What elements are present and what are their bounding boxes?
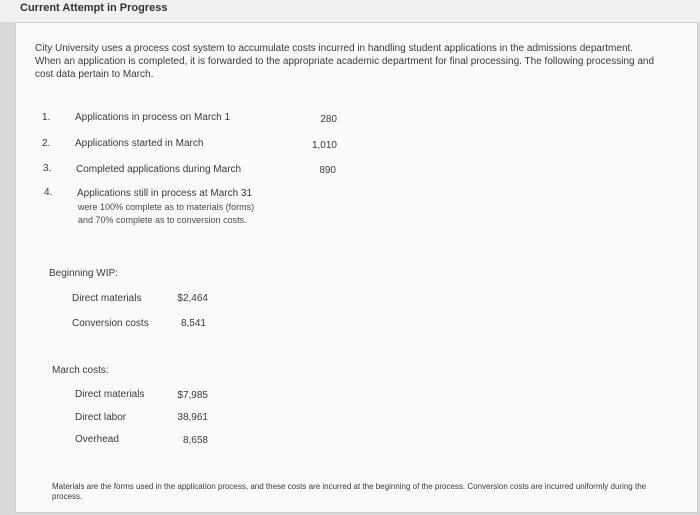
item-label: Applications started in March (75, 138, 204, 149)
cost-value: 38,961 (177, 412, 208, 423)
item-value: 1,010 (311, 140, 337, 151)
item-label: Applications in process on March 1 (75, 112, 231, 123)
header-bar (0, 0, 700, 22)
item-value: 280 (320, 114, 337, 125)
cost-label: Direct materials (75, 389, 145, 400)
cost-value: 8,541 (180, 318, 206, 329)
cost-label: Direct labor (75, 412, 127, 423)
page-title: Current Attempt in Progress (20, 2, 168, 14)
problem-intro: City University uses a process cost system to accumulate costs incurred in handling student applications in the admissions department. When an application is completed, it is forwarded to the appropriate academic department for final processing. The following processing and cost data pertain to March. (35, 43, 655, 80)
item-number: 1. (42, 112, 51, 123)
item-label: Completed applications during March (76, 164, 242, 175)
footer-note: Materials are the forms used in the application process, and these costs are incurred at the beginning of the process. Conversion costs are incurred uniformly during the process. (52, 482, 647, 501)
item-detail: were 100% complete as to materials (forms) (78, 202, 255, 212)
cost-value: 8,658 (182, 435, 208, 446)
march-costs-title: March costs: (52, 365, 109, 376)
cost-value: $7,985 (177, 390, 208, 401)
item-value: 890 (319, 165, 336, 176)
cost-value: $2,464 (177, 293, 208, 304)
beginning-wip-title: Beginning WIP: (49, 268, 118, 279)
item-detail: and 70% complete as to conversion costs. (78, 215, 247, 225)
cost-label: Overhead (75, 434, 119, 445)
cost-label: Direct materials (72, 293, 142, 304)
item-number: 4. (44, 187, 53, 198)
item-number: 3. (43, 163, 52, 174)
item-label: Applications still in process at March 31 (77, 188, 253, 199)
cost-label: Conversion costs (72, 318, 149, 329)
item-number: 2. (42, 138, 51, 149)
